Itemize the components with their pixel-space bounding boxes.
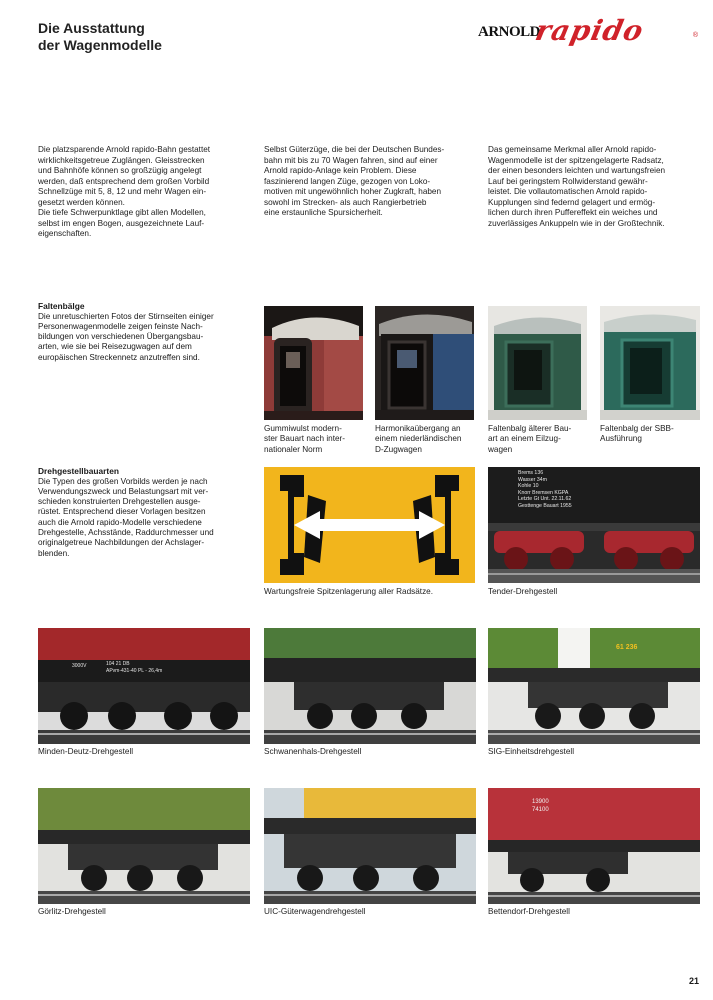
photo-bettendorf — [488, 788, 700, 904]
tender-plate-line: Kohle 10 — [518, 483, 539, 490]
photo-faltenbalg-sbb — [600, 306, 700, 420]
tender-plate-line: Brems 136 — [518, 470, 544, 476]
arnold-rapido-logo — [478, 14, 700, 50]
bettendorf-plate-line: 74100 — [532, 807, 549, 813]
photo-tender-drehgestell — [488, 467, 700, 583]
intro-column-2: Selbst Güterzüge, die bei der Deutschen Bundes- bahn mit bis zu 70 Wagen fahren, sind auf einer Arnold rapido-Anlage kein Problem. Diese faszinierend langen Züge, gezogen von Loko- motiven mit ungewöhnlich hoher Zugkraft, haben sowohl im Strecken- als auch Rangierbetrieb eine erstaunliche Spursicherheit. — [264, 145, 445, 217]
drehgestelle-section — [38, 466, 263, 559]
tender-plate-line: Knorr Bremsen KGPA — [518, 489, 569, 496]
caption-tender-drehgestell: Tender-Drehgestell — [488, 587, 558, 596]
page-title-line1: Die Ausstattung — [38, 20, 145, 36]
minden-voltage: 3000V — [72, 663, 87, 669]
sig-wagon-number: 61 236 — [616, 644, 638, 651]
photo-gummiwulst — [264, 306, 363, 420]
photo-goerlitz — [38, 788, 250, 904]
caption-gummiwulst: Gummiwulst modern- ster Bauart nach inter- nationaler Norm — [264, 424, 346, 454]
diagram-spitzenlagerung — [264, 467, 475, 583]
faltenbaelge-section — [38, 301, 258, 363]
photo-uic-gueterwagen — [264, 788, 476, 904]
photo-schwanenhals — [264, 628, 476, 744]
page-number: 21 — [688, 976, 699, 986]
caption-bettendorf: Bettendorf-Drehgestell — [488, 907, 570, 916]
caption-schwanenhals: Schwanenhals-Drehgestell — [264, 747, 362, 756]
page-title — [38, 20, 162, 54]
logo-rapido-text: rapido — [532, 14, 647, 47]
faltenbaelge-text: Die unretuschierten Fotos der Stirnseiten einiger Personenwagenmodelle zeigen feinste Nach- bildungen von verschiedenen Übergangsbau- arten, wie sie bei Reisezugwagen auf dem europäischen Streckennetz anzutreffen sind. — [38, 311, 214, 362]
logo-registered-mark: ® — [692, 32, 698, 39]
drehgestelle-heading: Drehgestellbauarten — [38, 466, 119, 476]
caption-faltenbalg-sbb: Faltenbalg der SBB- Ausführung — [600, 424, 674, 444]
caption-goerlitz: Görlitz-Drehgestell — [38, 907, 106, 916]
caption-spitzenlagerung: Wartungsfreie Spitzenlagerung aller Radsätze. — [264, 587, 433, 596]
tender-plate-line: Letzte Gt Unt. 22.11.62 — [518, 496, 572, 503]
drehgestelle-text: Die Typen des großen Vorbilds werden je nach Verwendungszweck und Belastungsart mit ver- schieden konstruierten Drehgestellen ausge- rüstet. Entsprechend dieser Vorlagen besitzen auch die Arnold rapido-Modelle verschiedene Drehgestelle, Achsstände, Raddurchmesser und originalgetreue Nachbildungen der Achslager- blenden. — [38, 476, 214, 558]
caption-minden-deutz: Minden-Deutz-Drehgestell — [38, 747, 134, 756]
bettendorf-plate — [532, 798, 549, 814]
page-title-line2: der Wagenmodelle — [38, 37, 162, 53]
photo-harmonikauebergang — [375, 306, 474, 420]
caption-uic-gueterwagen: UIC-Güterwagendrehgestell — [264, 907, 366, 916]
minden-plate — [106, 661, 162, 674]
minden-plate-line: APvm-431-40 PL - 26,4m — [106, 667, 163, 674]
tender-plate-line: Gesttenge Bauart 1955 — [518, 502, 572, 509]
minden-plate-line: 104 21 DB — [106, 661, 130, 667]
logo-arnold-text: ARNOLD — [478, 24, 541, 40]
tender-plate — [518, 470, 638, 510]
tender-plate-line: Wasser 34m — [518, 476, 547, 483]
photo-sig-einheit — [488, 628, 700, 744]
caption-harmonikauebergang: Harmonikaübergang an einem niederländischen D-Zugwagen — [375, 424, 462, 454]
intro-column-1: Die platzsparende Arnold rapido-Bahn gestattet wirklichkeitsgetreue Zuglängen. Gleisstrecken und Bahnhöfe können so großzügig angelegt werden, daß entsprechend dem großen Vorbild Schnellzüge mit 5, 8, 12 und mehr Wagen ein- gesetzt werden können. Die tiefe Schwerpunktlage gibt allen Modellen, selbst im engen Bogen, ausgezeichnete Lauf- eigenschaften. — [38, 145, 211, 238]
caption-faltenbalg-eilzug: Faltenbalg älterer Bau- art an einem Eilzug- wagen — [488, 424, 572, 454]
caption-sig-einheit: SIG-Einheitsdrehgestell — [488, 747, 575, 756]
photo-minden-deutz — [38, 628, 250, 744]
faltenbaelge-heading: Faltenbälge — [38, 301, 85, 311]
photo-faltenbalg-eilzug — [488, 306, 587, 420]
bettendorf-plate-line: 13900 — [532, 799, 549, 805]
intro-column-3: Das gemeinsame Merkmal aller Arnold rapido- Wagenmodelle ist der spitzengelagerte Radsatz, der einen besonders leichten und wartungsfreien Lauf bei geringstem Rollwiderstand gewähr- leistet. Die vollautomatischen Arnold rapido- Kupplungen sind federnd gelagert und ermög- lichen durch ihren Puffereffekt ein weiches und zuverlässiges Ankuppeln wie in der Großtechnik. — [488, 145, 666, 228]
